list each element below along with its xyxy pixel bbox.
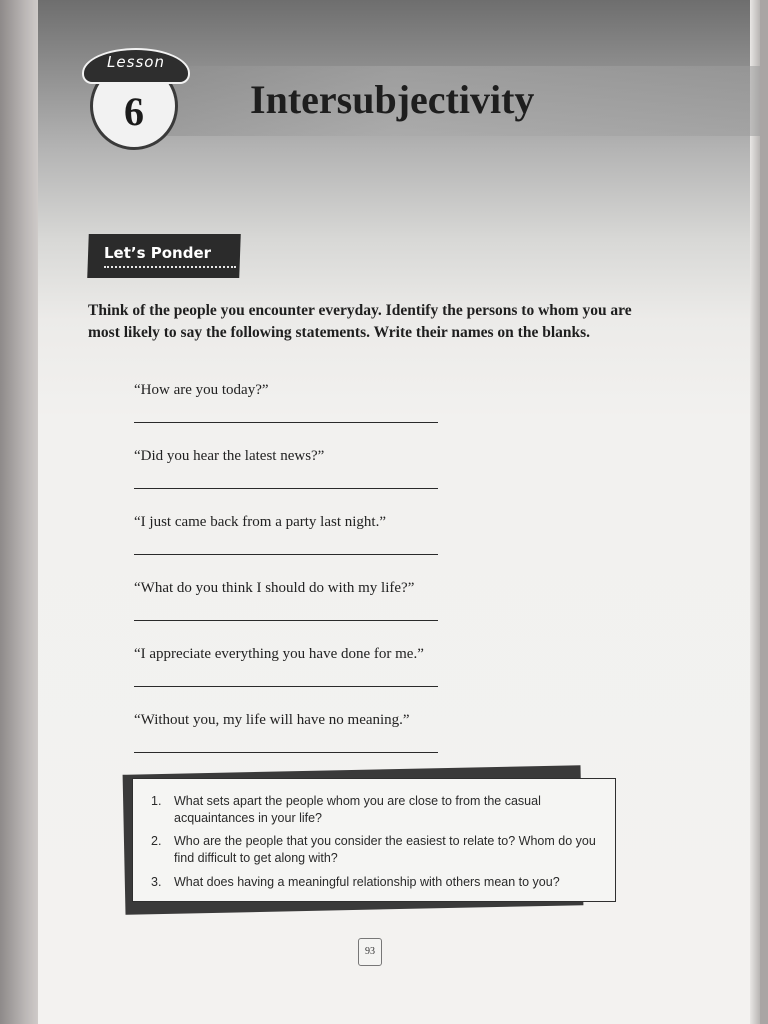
statement-item <box>134 710 444 776</box>
statement-text: “How are you today?” <box>134 382 269 398</box>
answer-blank[interactable] <box>134 554 438 555</box>
statement-item <box>134 644 444 710</box>
lesson-badge <box>80 44 192 152</box>
page-edge <box>750 0 760 1024</box>
question-text: What sets apart the people whom you are close to from the casual acquaintances in your life? <box>174 794 541 825</box>
statement-item <box>134 512 444 578</box>
lesson-label: Lesson <box>107 53 165 71</box>
page-title: Intersubjectivity <box>250 77 535 122</box>
statement-text: “Did you hear the latest news?” <box>134 448 325 464</box>
statement-item <box>134 578 444 644</box>
question-box <box>132 778 616 902</box>
section-tag: Let’s Ponder <box>104 244 212 262</box>
answer-blank[interactable] <box>134 686 438 687</box>
statement-text: “I just came back from a party last night.” <box>134 514 386 530</box>
question-number: 2. <box>151 834 162 848</box>
question-text: What does having a meaningful relationship with others mean to you? <box>174 875 560 889</box>
page-number: 93 <box>358 938 382 966</box>
question-number: 1. <box>151 794 162 808</box>
statement-item <box>134 446 444 512</box>
section-tag-dots <box>104 266 236 268</box>
answer-blank[interactable] <box>134 620 438 621</box>
statement-item <box>134 380 444 446</box>
lesson-number: 6 <box>124 89 144 134</box>
answer-blank[interactable] <box>134 422 438 423</box>
statement-text: “What do you think I should do with my life?” <box>134 580 415 596</box>
answer-blank[interactable] <box>134 488 438 489</box>
statement-list <box>134 380 444 776</box>
instructions-text: Think of the people you encounter everyday. Identify the persons to whom you are most likely to say the following statements. Write their names on the blanks. <box>88 302 632 341</box>
answer-blank[interactable] <box>134 752 438 753</box>
statement-text: “Without you, my life will have no meaning.” <box>134 712 410 728</box>
question-text: Who are the people that you consider the easiest to relate to? Whom do you find difficult to get along with? <box>174 834 596 865</box>
question-number: 3. <box>151 875 162 889</box>
statement-text: “I appreciate everything you have done for me.” <box>134 646 424 662</box>
